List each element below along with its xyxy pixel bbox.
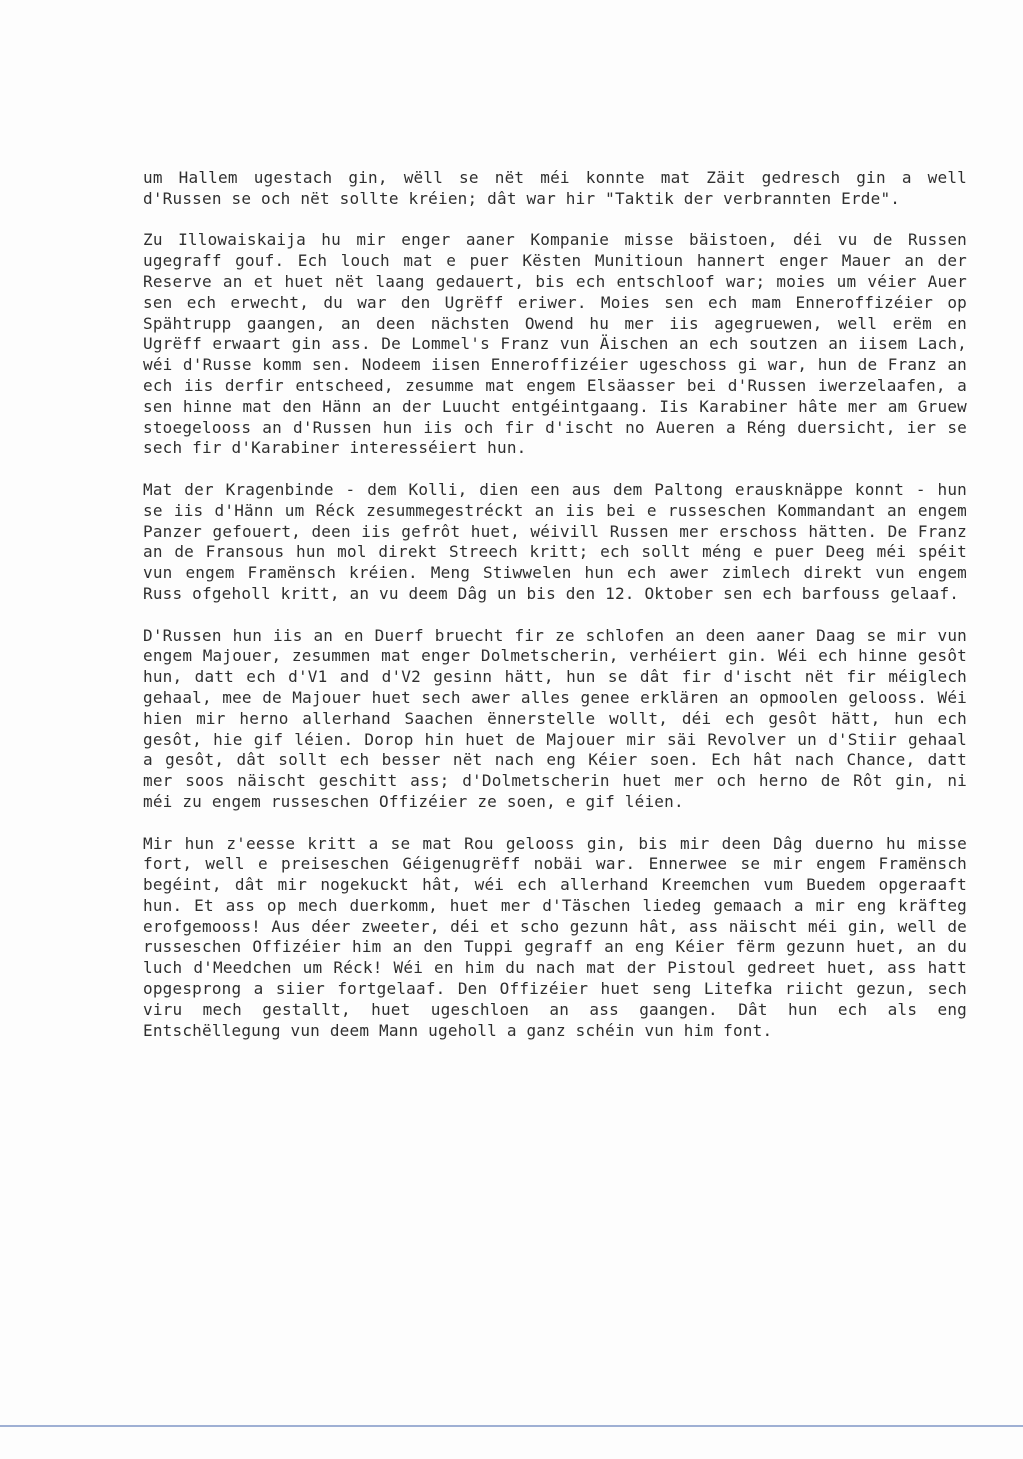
paragraph-4: D'Russen hun iis an en Duerf bruecht fir ze schlofen an deen aaner Daag se mir vun engem Majouer, zesummen mat enger Dolmetscherin, verhéiert gin. Wéi ech hinne gesôt hun, datt ech d'V1 and d'V2 gesinn hätt, hun se dât fir d'ischt nët fir méiglech gehaal, mee de Majouer huet sech awer alles genee erklären an opmoolen gelooss. Wéi hien mir herno allerhand Saachen ënnerstelle wollt, déi ech gesôt hätt, hun ech gesôt, hie gif léien. Dorop hin huet de Majouer mir säi Revolver un d'Stiir gehaal a gesôt, dât sollt ech besser nët nach eng Kéier soen. Ech hât nach Chance, datt mer soos näischt geschitt ass; d'Dolmetscherin huet mer och herno de Rôt gin, ni méi zu engem russeschen Offizéier ze soen, e gif léien. [143, 625, 967, 811]
paragraph-5: Mir hun z'eesse kritt a se mat Rou gelooss gin, bis mir deen Dâg duerno hu misse fort, well e preiseschen Géigenugrëff nobäi war. Ennerwee se mir engem Framënsch begéint, dât mir nogekuckt hât, wéi ech allerhand Kreemchen vum Buedem opgeraaft hun. Et ass op mech duerkomm, huet mer d'Täschen liedeg gemaach a mir eng kräfteg erofgemooss! Aus déer zweeter, déi et scho gezunn hât, ass näischt méi gin, well de russeschen Offizéier him an den Tuppi gegraff an eng Kéier fërm gezunn huet, an du luch d'Meedchen um Réck! Wéi en him du nach mat der Pistoul gedreet huet, ass hatt opgesprong a siier fortgelaaf. Den Offizéier huet seng Litefka riicht gezun, sech viru mech gestallt, huet ugeschloen an ass gaangen. Dât hun ech als eng Entschëllegung vun deem Mann ugeholl a ganz schéin vun him font. [143, 833, 967, 1040]
body-text [143, 168, 967, 1062]
paragraph-3: Mat der Kragenbinde - dem Kolli, dien een aus dem Paltong erausknäppe konnt - hun se iis d'Hänn um Réck zesummegestréckt an iis bei e russeschen Kommandant an engem Panzer gefouert, deen iis gefrôt huet, wéivill Russen mer erschoss hätten. De Franz an de Fransous hun mol direkt Streech kritt; ech sollt méng e puer Deeg méi spéit vun engem Framënsch kréien. Meng Stiwwelen hun ech awer zimlech direkt vun engem Russ ofgeholl kritt, an vu deem Dâg un bis den 12. Oktober sen ech barfouss gelaaf. [143, 479, 967, 603]
footer-rule [0, 1425, 1023, 1427]
paragraph-2: Zu Illowaiskaija hu mir enger aaner Kompanie misse bäistoen, déi vu de Russen ugegraff gouf. Ech louch mat e puer Kësten Munitioun hannert enger Mauer an der Reserve an et huet nët laang gedauert, bis ech entschloof war; moies um véier Auer sen ech erwecht, du war den Ugrëff eriwer. Moies sen ech mam Enneroffizéier op Spähtrupp gaangen, an deen nächsten Owend hu mer iis agegruewen, well erëm en Ugrëff erwaart gin ass. De Lommel's Franz vun Äischen an ech soutzen an iisem Lach, wéi d'Russe komm sen. Nodeem iisen Enneroffizéier ugeschoss gi war, hun de Franz an ech iis derfir entscheed, zesumme mat engem Elsäasser bei d'Russen iwerzelaafen, a sen hinne mat den Hänn an der Luucht entgéintgaang. Iis Karabiner hâte mer am Gruew stoegelooss an d'Russen hun iis och fir d'ischt no Aueren a Réng duersicht, ier se sech fir d'Karabiner interesséiert hun. [143, 230, 967, 458]
paragraph-1: um Hallem ugestach gin, wëll se nët méi konnte mat Zäit gedresch gin a well d'Russen se och nët sollte kréien; dât war hir "Taktik der verbrannten Erde". [143, 168, 967, 208]
